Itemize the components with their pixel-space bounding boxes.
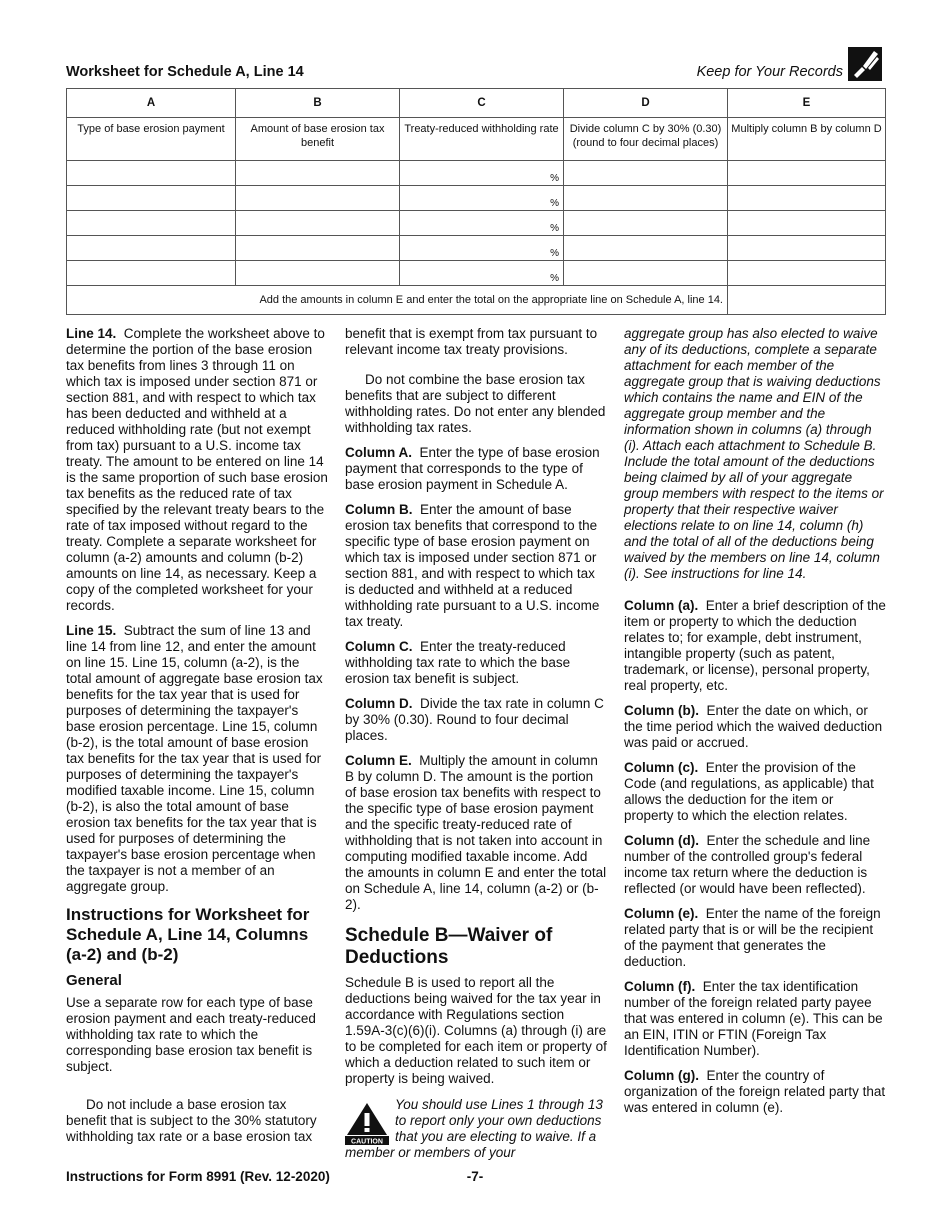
column-a-lower-paragraph [624, 598, 886, 694]
caution-text: You should use Lines 1 through 13 to report only your own deductions that you are electing to waive. If a member or members of your [345, 1097, 603, 1160]
entry-cell[interactable] [67, 161, 236, 186]
column-c-lower-paragraph [624, 760, 886, 824]
entry-cell[interactable] [67, 261, 236, 286]
line15-text: Subtract the sum of line 13 and line 14 from line 12, and enter the amount on line 15. Line 15, column (a-2), is the total amount of aggregate base erosion tax benefits for the tax year that is used for purposes of determining the taxpayer's base erosion percentage. Line 15, column (b-2), is the total amount of base erosion tax benefits for the tax year that is used for purposes of determining the taxpayer's modified taxable income. Line 15, column (b-2), is also the total amount of base erosion tax benefits for the tax year that is used for purposes of determining the taxpayer's base erosion percentage when the taxpayer is not a member of an aggregate group. [66, 623, 323, 894]
column-g-lower-paragraph [624, 1068, 886, 1116]
worksheet-table [66, 88, 886, 315]
entry-cell[interactable] [67, 236, 236, 261]
column-d-lower-text: Enter the schedule and line number of the controlled group's federal income tax return where the deduction is reflected (or would have been reflected). [624, 833, 871, 896]
entry-cell[interactable] [564, 236, 728, 261]
column-b-lower-text: Enter the date on which, or the time period which the waived deduction was paid or accrued. [624, 703, 883, 750]
column-c-paragraph [345, 639, 607, 687]
entry-cell[interactable] [236, 161, 400, 186]
column-b-label: Column B. [345, 502, 413, 517]
col-c-header: C [400, 89, 564, 118]
column-f-lower-label: Column (f). [624, 979, 696, 994]
column-a-label: Column A. [345, 445, 412, 460]
entry-cell[interactable] [67, 211, 236, 236]
entry-cell[interactable] [236, 186, 400, 211]
keep-records-note: Keep for Your Records [696, 64, 843, 80]
footer-form-name: Instructions for Form 8991 (Rev. 12-2020) [66, 1169, 330, 1184]
table-row [67, 161, 886, 186]
column-d-text: Divide the tax rate in column C by 30% (0.30). Round to four decimal places. [345, 696, 604, 743]
entry-cell[interactable] [728, 211, 886, 236]
schedule-b-paragraph: Schedule B is used to report all the deductions being waived for the tax year in accordance with Regulations section 1.59A-3(c)(6)(i). Columns (a) through (i) are to be completed for each item or property of which a deduction related to such item or property is being waived. [345, 975, 607, 1086]
col-c-desc: Treaty-reduced withholding rate [400, 118, 564, 161]
line14-text: Complete the worksheet above to determine the portion of the base erosion tax benefits from lines 3 through 11 on which tax is imposed under section 871 or section 881, and with respect to which tax has been deducted and withheld at a reduced withholding rate (but not exempt from tax) pursuant to a U.S. income tax treaty. The amount to be entered on line 14 is the same proportion of such base erosion tax benefits as the reduced rate of tax specified by the relevant treaty bears to the rate of tax imposed without regard to the treaty. Complete a separate worksheet for column (a-2) amounts and column (b-2) amounts on line 14, as necessary. Keep a copy of the completed worksheet for your records. [66, 326, 328, 613]
entry-cell[interactable] [564, 261, 728, 286]
exclusion-paragraph: Do not include a base erosion tax benefit that is subject to the 30% statutory withholding tax rate or a base erosion tax [66, 1097, 317, 1144]
entry-cell-rate[interactable]: % [400, 236, 564, 261]
column-b-text: Enter the amount of base erosion tax benefits that correspond to the specific type of base erosion payment on which tax is imposed under section 871 or section 881, and with respect to which tax is deducted and withheld at a reduced withholding rate pursuant to a U.S. income tax treaty. [345, 502, 600, 629]
entry-cell-rate[interactable]: % [400, 211, 564, 236]
table-row [67, 261, 886, 286]
schedule-b-heading: Schedule B—Waiver of Deductions [345, 925, 553, 968]
entry-cell[interactable] [728, 261, 886, 286]
entry-cell[interactable] [564, 211, 728, 236]
records-icon [848, 47, 882, 81]
entry-cell[interactable] [236, 211, 400, 236]
column-a-lower-label: Column (a). [624, 598, 699, 613]
column-c-lower-text: Enter the provision of the Code (and regulations, as applicable) that allows the deduction for the item or property to which the election relates. [624, 760, 874, 823]
continuation-paragraph: benefit that is exempt from tax pursuant to relevant income tax treaty provisions. [345, 326, 598, 357]
column-g-lower-text: Enter the country of organization of the foreign related party that was entered in column (e). [624, 1068, 886, 1115]
caution-icon [345, 1101, 389, 1145]
col-e-desc: Multiply column B by column D [728, 118, 886, 161]
no-combine-paragraph: Do not combine the base erosion tax benefits that are subject to different withholding rates. Do not enter any blended withholding tax rates. [345, 372, 606, 435]
general-subheading: General [66, 972, 122, 989]
entry-cell-rate[interactable]: % [400, 186, 564, 211]
column-c-text: Enter the treaty-reduced withholding tax rate to which the base erosion tax benefit is subject. [345, 639, 571, 686]
column-a-text: Enter the type of base erosion payment that corresponds to the type of base erosion payment in Schedule A. [345, 445, 600, 492]
column-b-lower-label: Column (b). [624, 703, 699, 718]
entry-cell[interactable] [564, 186, 728, 211]
column-c-lower-label: Column (c). [624, 760, 699, 775]
column-c-label: Column C. [345, 639, 413, 654]
column-e-lower-label: Column (e). [624, 906, 699, 921]
col-e-header: E [728, 89, 886, 118]
caution-continuation [624, 326, 886, 582]
entry-cell[interactable] [236, 236, 400, 261]
col-b-header: B [236, 89, 400, 118]
caution-note [345, 1097, 607, 1161]
table-row [67, 186, 886, 211]
table-row [67, 211, 886, 236]
total-row [67, 286, 886, 315]
text-column-2 [345, 326, 607, 1161]
footer-page-number: -7- [466, 1169, 484, 1184]
caution-label: CAUTION [351, 1138, 383, 1145]
column-e-label: Column E. [345, 753, 412, 768]
total-cell[interactable] [728, 286, 886, 315]
entry-cell[interactable] [67, 186, 236, 211]
column-d-lower-label: Column (d). [624, 833, 699, 848]
header-row [67, 89, 886, 118]
col-d-desc: Divide column C by 30% (0.30) (round to four decimal places) [564, 118, 728, 161]
column-f-lower-text: Enter the tax identification number of the foreign related party payee that was entered in column (e). This can be an EIN, ITIN or FTIN (Foreign Tax Identification Number). [624, 979, 883, 1058]
worksheet-instructions-heading: Instructions for Worksheet for Schedule A, Line 14, Columns (a-2) and (b-2) [66, 905, 310, 964]
total-instruction: Add the amounts in column E and enter the total on the appropriate line on Schedule A, line 14. [67, 286, 728, 315]
table-row [67, 236, 886, 261]
column-b-paragraph [345, 502, 607, 630]
text-column-1 [66, 326, 328, 1154]
entry-cell[interactable] [728, 186, 886, 211]
entry-cell[interactable] [728, 236, 886, 261]
col-a-header: A [67, 89, 236, 118]
column-f-lower-paragraph [624, 979, 886, 1059]
entry-cell[interactable] [236, 261, 400, 286]
column-e-lower-paragraph [624, 906, 886, 970]
line15-paragraph [66, 623, 328, 895]
entry-cell[interactable] [564, 161, 728, 186]
column-d-paragraph [345, 696, 607, 744]
text-column-3 [624, 326, 886, 1125]
entry-cell-rate[interactable]: % [400, 161, 564, 186]
col-b-desc: Amount of base erosion tax benefit [236, 118, 400, 161]
col-a-desc: Type of base erosion payment [67, 118, 236, 161]
line14-paragraph [66, 326, 328, 614]
line14-label: Line 14. [66, 326, 117, 341]
column-g-lower-label: Column (g). [624, 1068, 699, 1083]
column-e-text: Multiply the amount in column B by column D. The amount is the portion of base erosion tax benefits with respect to the specific type of base erosion payment and the specific treaty-reduced rate of withholding that is not taken into account in computing modified taxable income. Add the amounts in column E and enter the total on Schedule A, line 14, column (a-2) or (b-2). [345, 753, 607, 912]
column-a-paragraph [345, 445, 607, 493]
column-e-paragraph [345, 753, 607, 913]
column-d-lower-paragraph [624, 833, 886, 897]
line15-label: Line 15. [66, 623, 117, 638]
column-b-lower-paragraph [624, 703, 886, 751]
caution-continuation-text: aggregate group has also elected to waive any of its deductions, complete a separate attachment for each member of the aggregate group that is waiving deductions which contains the name and EIN of the aggregate group member and the information shown in columns (a) through (i). Attach each attachment to Schedule B. Include the total amount of the deductions being claimed by all of your aggregate group members with respect to the items or property that their respective waiver elections relate to on line 14, column (h) and the total of all of the deductions being waived by the members on line 14, column (i). See instructions for line 14. [624, 326, 884, 581]
entry-cell[interactable] [728, 161, 886, 186]
column-e-lower-text: Enter the name of the foreign related party that is or will be the recipient of the payment that generates the deduction. [624, 906, 881, 969]
worksheet-title: Worksheet for Schedule A, Line 14 [66, 64, 304, 80]
entry-cell-rate[interactable]: % [400, 261, 564, 286]
col-d-header: D [564, 89, 728, 118]
column-a-lower-text: Enter a brief description of the item or property to which the deduction relates to; for example, debt instrument, intangible property (such as patent, trademark, or license), personal property, real property, etc. [624, 598, 886, 693]
general-paragraph: Use a separate row for each type of base erosion payment and each treaty-reduced withholding tax rate to which the corresponding base erosion tax benefit is subject. [66, 995, 316, 1074]
column-d-label: Column D. [345, 696, 413, 711]
description-row [67, 118, 886, 161]
